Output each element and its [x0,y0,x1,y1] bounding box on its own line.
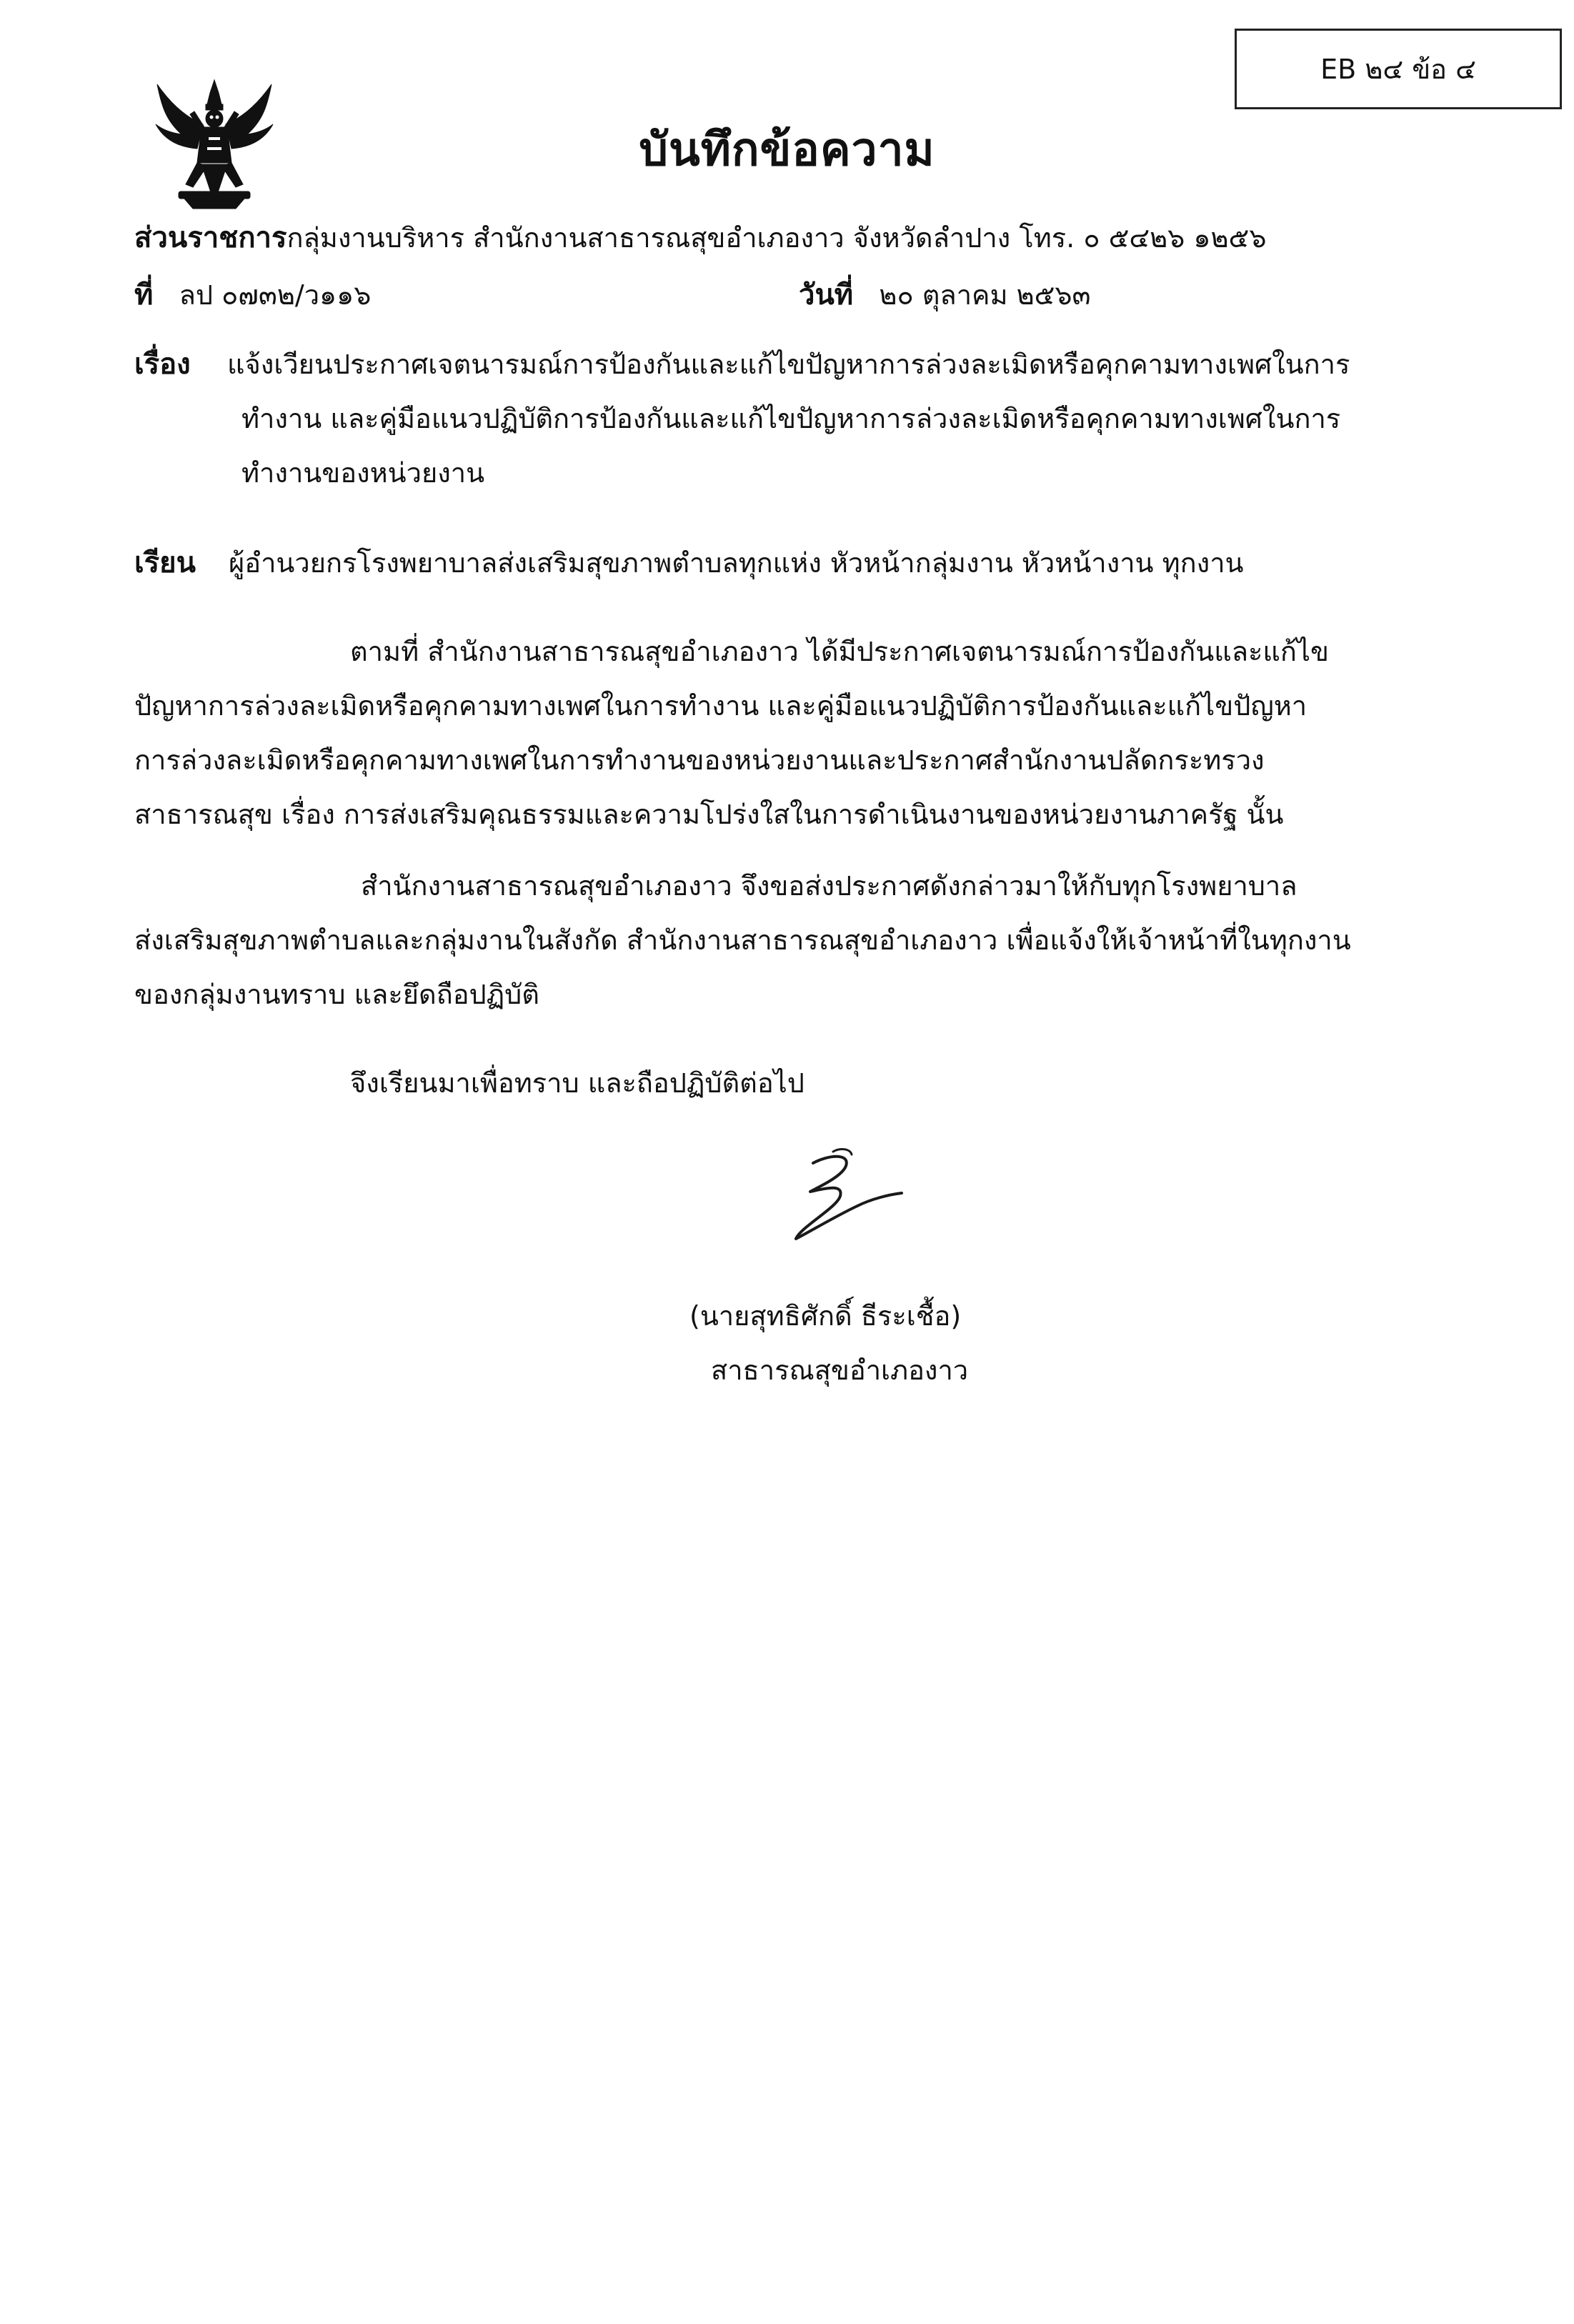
agency-value: กลุ่มงานบริหาร สำนักงานสาธารณสุขอำเภองาว จังหวัดลำปาง โทร. ๐ ๕๔๒๖ ๑๒๕๖ [287,222,1267,254]
agency-line [134,218,1266,258]
signatory-position: สาธารณสุขอำเภองาว [711,1355,969,1386]
reference-label: ที่ [134,279,154,311]
signatory-name: (นายสุทธิศักดิ์ ธีระเชื้อ) [689,1300,962,1332]
paragraph-line: สาธารณสุข เรื่อง การส่งเสริมคุณธรรมและความโปร่งใสในการดำเนินงานของหน่วยงานภาครัฐ นั้น [134,799,1284,830]
date-value: ๒๐ ตุลาคม ๒๕๖๓ [879,279,1091,311]
recipient-label: เรียน [134,547,196,579]
document-title: บันทึกข้อความ [639,124,935,176]
paragraph-line: ของกลุ่มงานทราบ และยึดถือปฏิบัติ [134,979,539,1010]
subject-label: เรื่อง [134,348,191,381]
subject-line: ทำงาน และคู่มือแนวปฏิบัติการป้องกันและแก้ไขปัญหาการล่วงละเมิดหรือคุกคามทางเพศในการ [241,403,1341,434]
date-label: วันที่ [799,279,854,311]
agency-label: ส่วนราชการ [134,221,287,254]
subject-line: แจ้งเวียนประกาศเจตนารมณ์การป้องกันและแก้ไขปัญหาการล่วงละเมิดหรือคุกคามทางเพศในการ [227,349,1350,380]
paragraph-line: ปัญหาการล่วงละเมิดหรือคุกคามทางเพศในการทำงาน และคู่มือแนวปฏิบัติการป้องกันและแก้ไขปัญหา [134,690,1307,722]
paragraph-line: ส่งเสริมสุขภาพตำบลและกลุ่มงานในสังกัด สำนักงานสาธารณสุขอำเภองาว เพื่อแจ้งให้เจ้าหน้าที่ในทุกงาน [134,924,1351,956]
subject-line: ทำงานของหน่วยงาน [241,457,485,489]
date-line [799,275,1091,315]
paragraph-line: การล่วงละเมิดหรือคุกคามทางเพศในการทำงานของหน่วยงานและประกาศสำนักงานปลัดกระทรวง [134,744,1265,776]
recipient-value: ผู้อำนวยกรโรงพยาบาลส่งเสริมสุขภาพตำบลทุกแห่ง หัวหน้ากลุ่มงาน หัวหน้างาน ทุกงาน [229,547,1244,579]
reference-number: ลป ๐๗๓๒/ว๑๑๖ [179,279,372,311]
document-code-box [1235,29,1562,109]
paragraph-line: ตามที่ สำนักงานสาธารณสุขอำเภองาว ได้มีประกาศเจตนารมณ์การป้องกันและแก้ไข [350,636,1330,667]
reference-line [134,275,371,315]
signature-image [772,1142,907,1249]
document-code: EB ๒๔ ข้อ ๔ [1320,54,1476,85]
paragraph-line: สำนักงานสาธารณสุขอำเภองาว จึงขอส่งประกาศดังกล่าวมาให้กับทุกโรงพยาบาล [361,870,1297,902]
closing-line: จึงเรียนมาเพื่อทราบ และถือปฏิบัติต่อไป [350,1067,805,1099]
